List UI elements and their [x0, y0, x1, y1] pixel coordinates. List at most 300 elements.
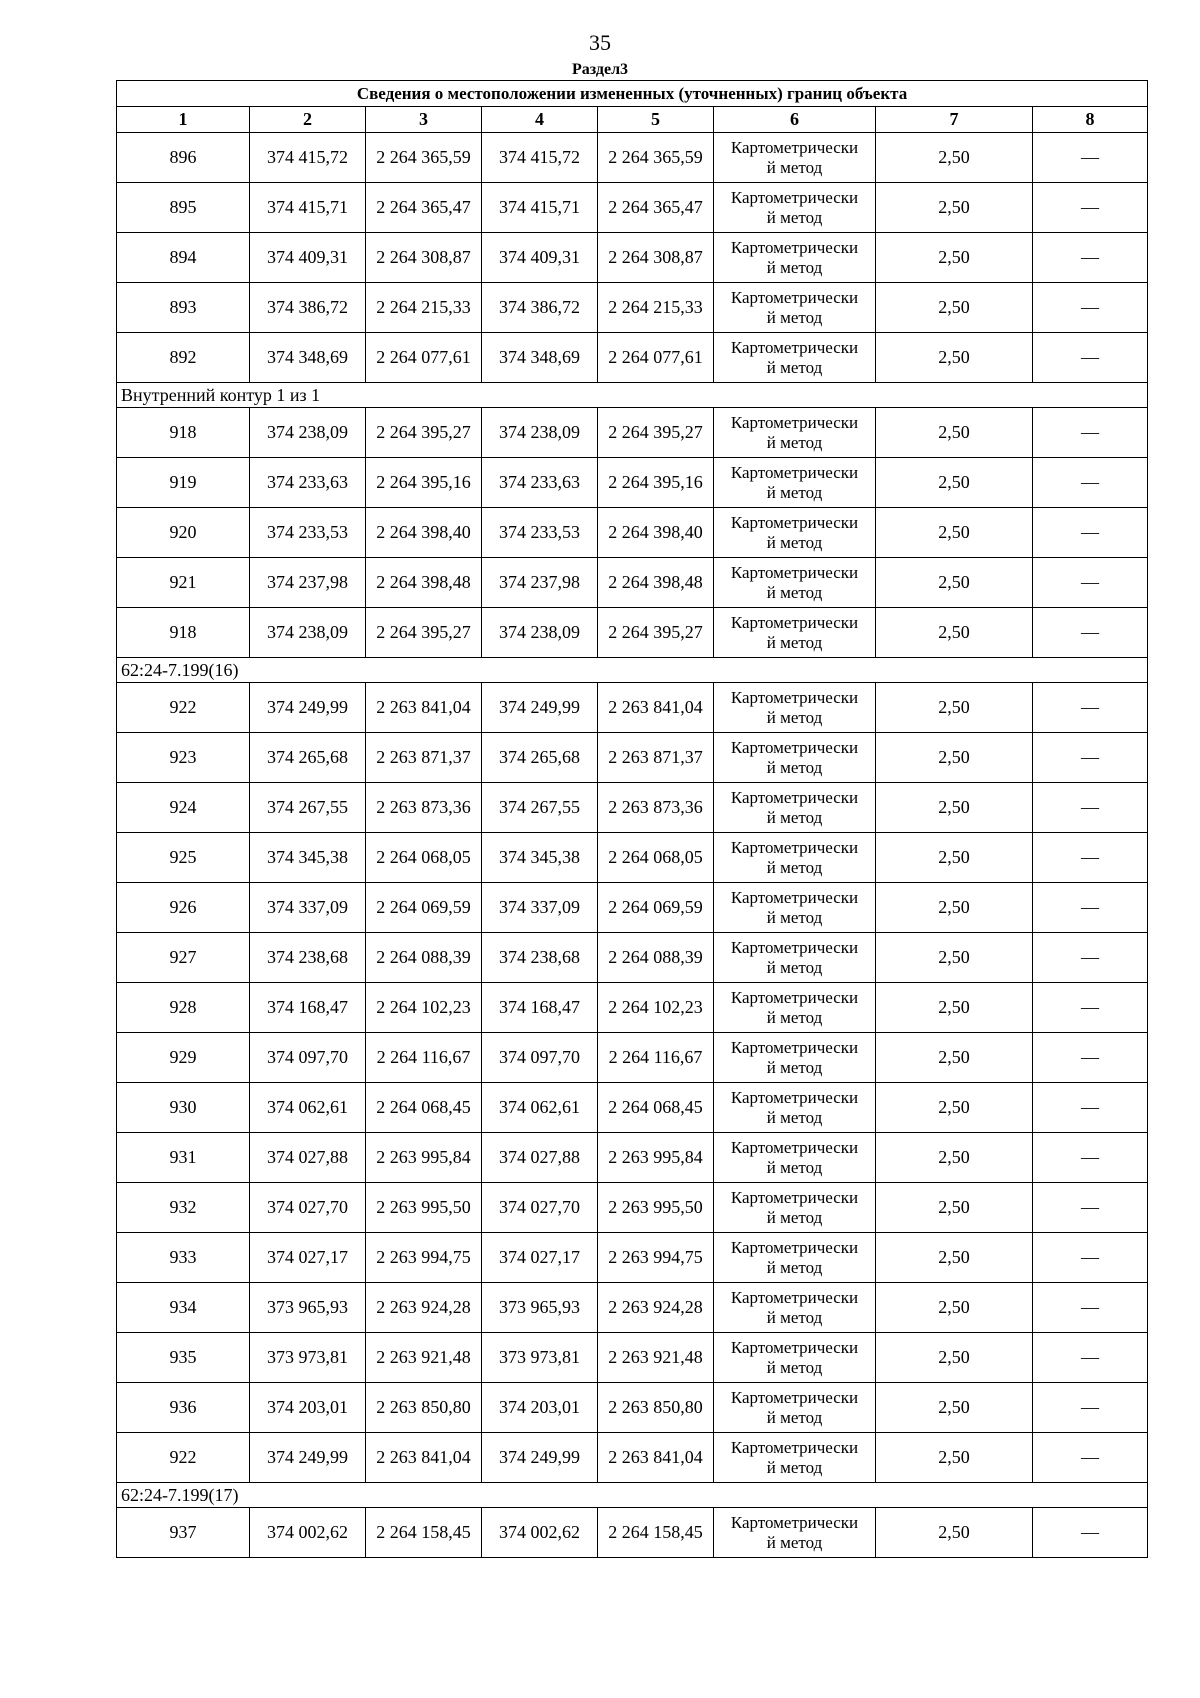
y-existing-cell: 2 264 365,47	[366, 183, 482, 233]
method-cell	[714, 1133, 876, 1183]
method-line-2: й метод	[766, 1007, 823, 1027]
y-new-cell: 2 263 921,48	[598, 1333, 714, 1383]
column-header: 8	[1033, 107, 1148, 133]
point-number-cell: 933	[117, 1233, 250, 1283]
y-existing-cell: 2 264 365,59	[366, 133, 482, 183]
point-number-cell: 928	[117, 983, 250, 1033]
description-cell: —	[1033, 1083, 1148, 1133]
table-row	[117, 733, 1148, 783]
point-number-cell: 931	[117, 1133, 250, 1183]
point-number-cell: 893	[117, 283, 250, 333]
x-new-cell: 374 203,01	[482, 1383, 598, 1433]
method-line-2: й метод	[766, 1407, 823, 1427]
y-existing-cell: 2 264 088,39	[366, 933, 482, 983]
point-number-cell: 935	[117, 1333, 250, 1383]
table-row	[117, 1083, 1148, 1133]
y-existing-cell: 2 263 850,80	[366, 1383, 482, 1433]
description-cell: —	[1033, 408, 1148, 458]
method-cell	[714, 283, 876, 333]
method-line-2: й метод	[766, 1057, 823, 1077]
method-line-1: Картометрически	[730, 1287, 859, 1307]
x-existing-cell: 374 238,09	[250, 608, 366, 658]
description-cell: —	[1033, 1433, 1148, 1483]
description-cell: —	[1033, 508, 1148, 558]
description-cell: —	[1033, 1283, 1148, 1333]
y-existing-cell: 2 263 871,37	[366, 733, 482, 783]
table-row	[117, 983, 1148, 1033]
table-row	[117, 1433, 1148, 1483]
column-header: 4	[482, 107, 598, 133]
table-row	[117, 233, 1148, 283]
table-row	[117, 508, 1148, 558]
method-line-1: Картометрически	[730, 1387, 859, 1407]
x-existing-cell: 374 337,09	[250, 883, 366, 933]
x-existing-cell: 374 002,62	[250, 1508, 366, 1558]
description-cell: —	[1033, 233, 1148, 283]
method-cell	[714, 133, 876, 183]
accuracy-cell: 2,50	[876, 1283, 1033, 1333]
x-existing-cell: 374 027,88	[250, 1133, 366, 1183]
accuracy-cell: 2,50	[876, 1433, 1033, 1483]
accuracy-cell: 2,50	[876, 508, 1033, 558]
x-new-cell: 374 002,62	[482, 1508, 598, 1558]
method-line-2: й метод	[766, 807, 823, 827]
x-new-cell: 374 027,70	[482, 1183, 598, 1233]
y-new-cell: 2 264 215,33	[598, 283, 714, 333]
y-new-cell: 2 263 924,28	[598, 1283, 714, 1333]
x-new-cell: 374 415,71	[482, 183, 598, 233]
table-row	[117, 1508, 1148, 1558]
method-line-2: й метод	[766, 532, 823, 552]
x-existing-cell: 374 027,17	[250, 1233, 366, 1283]
x-new-cell: 374 238,09	[482, 408, 598, 458]
method-cell	[714, 1508, 876, 1558]
y-new-cell: 2 264 308,87	[598, 233, 714, 283]
y-new-cell: 2 263 841,04	[598, 1433, 714, 1483]
y-existing-cell: 2 264 077,61	[366, 333, 482, 383]
accuracy-cell: 2,50	[876, 608, 1033, 658]
y-existing-cell: 2 264 395,16	[366, 458, 482, 508]
table-row	[117, 783, 1148, 833]
method-line-2: й метод	[766, 1107, 823, 1127]
table-row	[117, 1033, 1148, 1083]
x-new-cell: 374 267,55	[482, 783, 598, 833]
section-label: Раздел3	[571, 61, 629, 78]
method-line-1: Картометрически	[730, 987, 859, 1007]
method-cell	[714, 1183, 876, 1233]
y-new-cell: 2 264 068,45	[598, 1083, 714, 1133]
point-number-cell: 918	[117, 408, 250, 458]
accuracy-cell: 2,50	[876, 1133, 1033, 1183]
method-line-1: Картометрически	[730, 612, 859, 632]
accuracy-cell: 2,50	[876, 408, 1033, 458]
x-new-cell: 374 337,09	[482, 883, 598, 933]
y-new-cell: 2 264 158,45	[598, 1508, 714, 1558]
description-cell: —	[1033, 558, 1148, 608]
y-new-cell: 2 264 069,59	[598, 883, 714, 933]
method-cell	[714, 683, 876, 733]
method-line-2: й метод	[766, 582, 823, 602]
method-line-1: Картометрически	[730, 512, 859, 532]
point-number-cell: 922	[117, 683, 250, 733]
column-header: 6	[714, 107, 876, 133]
method-line-1: Картометрически	[730, 737, 859, 757]
table-row	[117, 408, 1148, 458]
y-existing-cell: 2 264 068,05	[366, 833, 482, 883]
y-new-cell: 2 264 395,27	[598, 408, 714, 458]
y-new-cell: 2 263 994,75	[598, 1233, 714, 1283]
accuracy-cell: 2,50	[876, 783, 1033, 833]
x-existing-cell: 374 348,69	[250, 333, 366, 383]
method-line-2: й метод	[766, 257, 823, 277]
method-cell	[714, 1283, 876, 1333]
point-number-cell: 930	[117, 1083, 250, 1133]
accuracy-cell: 2,50	[876, 183, 1033, 233]
method-line-1: Картометрически	[730, 937, 859, 957]
table-row	[117, 183, 1148, 233]
description-cell: —	[1033, 683, 1148, 733]
y-new-cell: 2 264 395,16	[598, 458, 714, 508]
point-number-cell: 929	[117, 1033, 250, 1083]
description-cell: —	[1033, 783, 1148, 833]
method-cell	[714, 883, 876, 933]
accuracy-cell: 2,50	[876, 883, 1033, 933]
method-line-2: й метод	[766, 857, 823, 877]
x-existing-cell: 374 386,72	[250, 283, 366, 333]
accuracy-cell: 2,50	[876, 333, 1033, 383]
x-new-cell: 374 345,38	[482, 833, 598, 883]
method-cell	[714, 408, 876, 458]
y-existing-cell: 2 263 873,36	[366, 783, 482, 833]
table-row	[117, 458, 1148, 508]
y-new-cell: 2 264 077,61	[598, 333, 714, 383]
x-new-cell: 374 238,68	[482, 933, 598, 983]
x-new-cell: 374 265,68	[482, 733, 598, 783]
table-body	[117, 81, 1148, 1558]
description-cell: —	[1033, 1333, 1148, 1383]
accuracy-cell: 2,50	[876, 983, 1033, 1033]
point-number-cell: 926	[117, 883, 250, 933]
description-cell: —	[1033, 1183, 1148, 1233]
description-cell: —	[1033, 183, 1148, 233]
table-row	[117, 133, 1148, 183]
x-existing-cell: 373 973,81	[250, 1333, 366, 1383]
method-line-2: й метод	[766, 907, 823, 927]
coordinates-table	[116, 80, 1148, 1558]
table-row	[117, 608, 1148, 658]
method-cell	[714, 1333, 876, 1383]
x-existing-cell: 374 203,01	[250, 1383, 366, 1433]
method-cell	[714, 1033, 876, 1083]
column-header: 3	[366, 107, 482, 133]
table-row	[117, 283, 1148, 333]
point-number-cell: 937	[117, 1508, 250, 1558]
x-new-cell: 374 027,17	[482, 1233, 598, 1283]
description-cell: —	[1033, 608, 1148, 658]
y-existing-cell: 2 264 308,87	[366, 233, 482, 283]
y-existing-cell: 2 264 398,48	[366, 558, 482, 608]
method-line-2: й метод	[766, 632, 823, 652]
x-existing-cell: 374 415,72	[250, 133, 366, 183]
description-cell: —	[1033, 1233, 1148, 1283]
x-existing-cell: 374 233,53	[250, 508, 366, 558]
y-new-cell: 2 264 116,67	[598, 1033, 714, 1083]
x-new-cell: 374 233,63	[482, 458, 598, 508]
x-existing-cell: 374 168,47	[250, 983, 366, 1033]
point-number-cell: 932	[117, 1183, 250, 1233]
y-existing-cell: 2 263 841,04	[366, 683, 482, 733]
accuracy-cell: 2,50	[876, 1233, 1033, 1283]
y-existing-cell: 2 264 395,27	[366, 608, 482, 658]
method-cell	[714, 233, 876, 283]
description-cell: —	[1033, 1383, 1148, 1433]
method-line-1: Картометрически	[730, 1087, 859, 1107]
x-new-cell: 374 237,98	[482, 558, 598, 608]
method-line-1: Картометрически	[730, 137, 859, 157]
contour-group-row	[117, 1483, 1148, 1508]
method-line-1: Картометрически	[730, 1437, 859, 1457]
y-new-cell: 2 263 841,04	[598, 683, 714, 733]
method-cell	[714, 1083, 876, 1133]
y-new-cell: 2 264 398,40	[598, 508, 714, 558]
description-cell: —	[1033, 983, 1148, 1033]
contour-group-row	[117, 658, 1148, 683]
y-existing-cell: 2 263 995,50	[366, 1183, 482, 1233]
point-number-cell: 927	[117, 933, 250, 983]
y-existing-cell: 2 264 102,23	[366, 983, 482, 1033]
x-existing-cell: 374 415,71	[250, 183, 366, 233]
y-new-cell: 2 263 850,80	[598, 1383, 714, 1433]
method-line-2: й метод	[766, 1257, 823, 1277]
accuracy-cell: 2,50	[876, 558, 1033, 608]
point-number-cell: 924	[117, 783, 250, 833]
x-new-cell: 374 238,09	[482, 608, 598, 658]
accuracy-cell: 2,50	[876, 133, 1033, 183]
method-line-1: Картометрически	[730, 787, 859, 807]
y-existing-cell: 2 264 398,40	[366, 508, 482, 558]
table-row	[117, 883, 1148, 933]
y-new-cell: 2 263 995,84	[598, 1133, 714, 1183]
table-title: Сведения о местоположении измененных (уточненных) границ объекта	[117, 81, 1148, 107]
table-row	[117, 1133, 1148, 1183]
table-row	[117, 558, 1148, 608]
method-line-2: й метод	[766, 207, 823, 227]
column-header: 5	[598, 107, 714, 133]
description-cell: —	[1033, 733, 1148, 783]
method-line-2: й метод	[766, 1207, 823, 1227]
description-cell: —	[1033, 833, 1148, 883]
point-number-cell: 925	[117, 833, 250, 883]
y-existing-cell: 2 264 158,45	[366, 1508, 482, 1558]
method-line-1: Картометрически	[730, 1137, 859, 1157]
y-new-cell: 2 264 398,48	[598, 558, 714, 608]
method-line-1: Картометрически	[730, 1337, 859, 1357]
y-existing-cell: 2 264 215,33	[366, 283, 482, 333]
x-existing-cell: 374 265,68	[250, 733, 366, 783]
x-existing-cell: 374 238,68	[250, 933, 366, 983]
method-line-2: й метод	[766, 1457, 823, 1477]
method-line-2: й метод	[766, 1532, 823, 1552]
column-header: 2	[250, 107, 366, 133]
y-new-cell: 2 264 365,59	[598, 133, 714, 183]
method-cell	[714, 183, 876, 233]
method-line-2: й метод	[766, 307, 823, 327]
point-number-cell: 918	[117, 608, 250, 658]
method-line-2: й метод	[766, 432, 823, 452]
method-cell	[714, 333, 876, 383]
method-line-2: й метод	[766, 1357, 823, 1377]
x-new-cell: 373 965,93	[482, 1283, 598, 1333]
method-line-1: Картометрически	[730, 1037, 859, 1057]
accuracy-cell: 2,50	[876, 1508, 1033, 1558]
x-new-cell: 374 415,72	[482, 133, 598, 183]
method-line-1: Картометрически	[730, 687, 859, 707]
column-header: 7	[876, 107, 1033, 133]
method-line-1: Картометрически	[730, 287, 859, 307]
point-number-cell: 921	[117, 558, 250, 608]
method-line-1: Картометрически	[730, 837, 859, 857]
accuracy-cell: 2,50	[876, 1033, 1033, 1083]
column-header: 1	[117, 107, 250, 133]
x-new-cell: 374 097,70	[482, 1033, 598, 1083]
contour-group-label: Внутренний контур 1 из 1	[117, 383, 1148, 408]
contour-group-label: 62:24-7.199(17)	[117, 1483, 1148, 1508]
method-cell	[714, 558, 876, 608]
table-row	[117, 333, 1148, 383]
point-number-cell: 923	[117, 733, 250, 783]
accuracy-cell: 2,50	[876, 1333, 1033, 1383]
method-cell	[714, 508, 876, 558]
contour-group-row	[117, 383, 1148, 408]
table-row	[117, 1183, 1148, 1233]
point-number-cell: 922	[117, 1433, 250, 1483]
accuracy-cell: 2,50	[876, 458, 1033, 508]
method-cell	[714, 783, 876, 833]
point-number-cell: 936	[117, 1383, 250, 1433]
y-existing-cell: 2 264 069,59	[366, 883, 482, 933]
x-existing-cell: 374 027,70	[250, 1183, 366, 1233]
method-cell	[714, 458, 876, 508]
method-cell	[714, 833, 876, 883]
x-existing-cell: 374 097,70	[250, 1033, 366, 1083]
method-line-1: Картометрически	[730, 1237, 859, 1257]
method-line-1: Картометрически	[730, 412, 859, 432]
x-new-cell: 374 249,99	[482, 1433, 598, 1483]
x-existing-cell: 374 233,63	[250, 458, 366, 508]
table-row	[117, 1383, 1148, 1433]
accuracy-cell: 2,50	[876, 1183, 1033, 1233]
method-line-1: Картометрически	[730, 237, 859, 257]
x-new-cell: 374 409,31	[482, 233, 598, 283]
point-number-cell: 894	[117, 233, 250, 283]
description-cell: —	[1033, 1133, 1148, 1183]
y-existing-cell: 2 263 994,75	[366, 1233, 482, 1283]
y-existing-cell: 2 264 116,67	[366, 1033, 482, 1083]
method-line-1: Картометрически	[730, 187, 859, 207]
description-cell: —	[1033, 458, 1148, 508]
point-number-cell: 934	[117, 1283, 250, 1333]
method-line-1: Картометрически	[730, 1187, 859, 1207]
table-row	[117, 683, 1148, 733]
y-new-cell: 2 263 873,36	[598, 783, 714, 833]
method-line-2: й метод	[766, 757, 823, 777]
table-title-row	[117, 81, 1148, 107]
accuracy-cell: 2,50	[876, 933, 1033, 983]
x-existing-cell: 374 238,09	[250, 408, 366, 458]
y-existing-cell: 2 263 995,84	[366, 1133, 482, 1183]
accuracy-cell: 2,50	[876, 733, 1033, 783]
method-line-1: Картометрически	[730, 337, 859, 357]
method-line-2: й метод	[766, 1307, 823, 1327]
x-new-cell: 374 027,88	[482, 1133, 598, 1183]
column-header-row	[117, 107, 1148, 133]
method-cell	[714, 608, 876, 658]
x-existing-cell: 374 237,98	[250, 558, 366, 608]
point-number-cell: 895	[117, 183, 250, 233]
accuracy-cell: 2,50	[876, 233, 1033, 283]
x-new-cell: 374 249,99	[482, 683, 598, 733]
method-cell	[714, 733, 876, 783]
x-new-cell: 374 233,53	[482, 508, 598, 558]
description-cell: —	[1033, 1033, 1148, 1083]
x-new-cell: 374 062,61	[482, 1083, 598, 1133]
table-row	[117, 933, 1148, 983]
method-line-2: й метод	[766, 482, 823, 502]
method-line-2: й метод	[766, 707, 823, 727]
table-row	[117, 833, 1148, 883]
y-existing-cell: 2 263 924,28	[366, 1283, 482, 1333]
description-cell: —	[1033, 133, 1148, 183]
method-cell	[714, 1433, 876, 1483]
y-new-cell: 2 263 995,50	[598, 1183, 714, 1233]
x-existing-cell: 374 345,38	[250, 833, 366, 883]
method-line-1: Картометрически	[730, 1512, 859, 1532]
accuracy-cell: 2,50	[876, 1383, 1033, 1433]
accuracy-cell: 2,50	[876, 1083, 1033, 1133]
method-line-2: й метод	[766, 957, 823, 977]
y-new-cell: 2 264 395,27	[598, 608, 714, 658]
method-cell	[714, 1233, 876, 1283]
y-existing-cell: 2 263 841,04	[366, 1433, 482, 1483]
description-cell: —	[1033, 333, 1148, 383]
description-cell: —	[1033, 883, 1148, 933]
y-existing-cell: 2 264 395,27	[366, 408, 482, 458]
method-line-2: й метод	[766, 157, 823, 177]
table-row	[117, 1283, 1148, 1333]
point-number-cell: 920	[117, 508, 250, 558]
table-row	[117, 1333, 1148, 1383]
method-line-2: й метод	[766, 357, 823, 377]
x-new-cell: 374 348,69	[482, 333, 598, 383]
y-new-cell: 2 264 365,47	[598, 183, 714, 233]
y-existing-cell: 2 263 921,48	[366, 1333, 482, 1383]
point-number-cell: 919	[117, 458, 250, 508]
accuracy-cell: 2,50	[876, 683, 1033, 733]
y-existing-cell: 2 264 068,45	[366, 1083, 482, 1133]
method-line-2: й метод	[766, 1157, 823, 1177]
description-cell: —	[1033, 933, 1148, 983]
accuracy-cell: 2,50	[876, 833, 1033, 883]
x-existing-cell: 374 062,61	[250, 1083, 366, 1133]
point-number-cell: 892	[117, 333, 250, 383]
method-line-1: Картометрически	[730, 462, 859, 482]
y-new-cell: 2 263 871,37	[598, 733, 714, 783]
y-new-cell: 2 264 088,39	[598, 933, 714, 983]
x-existing-cell: 374 409,31	[250, 233, 366, 283]
table-row	[117, 1233, 1148, 1283]
description-cell: —	[1033, 283, 1148, 333]
x-new-cell: 373 973,81	[482, 1333, 598, 1383]
